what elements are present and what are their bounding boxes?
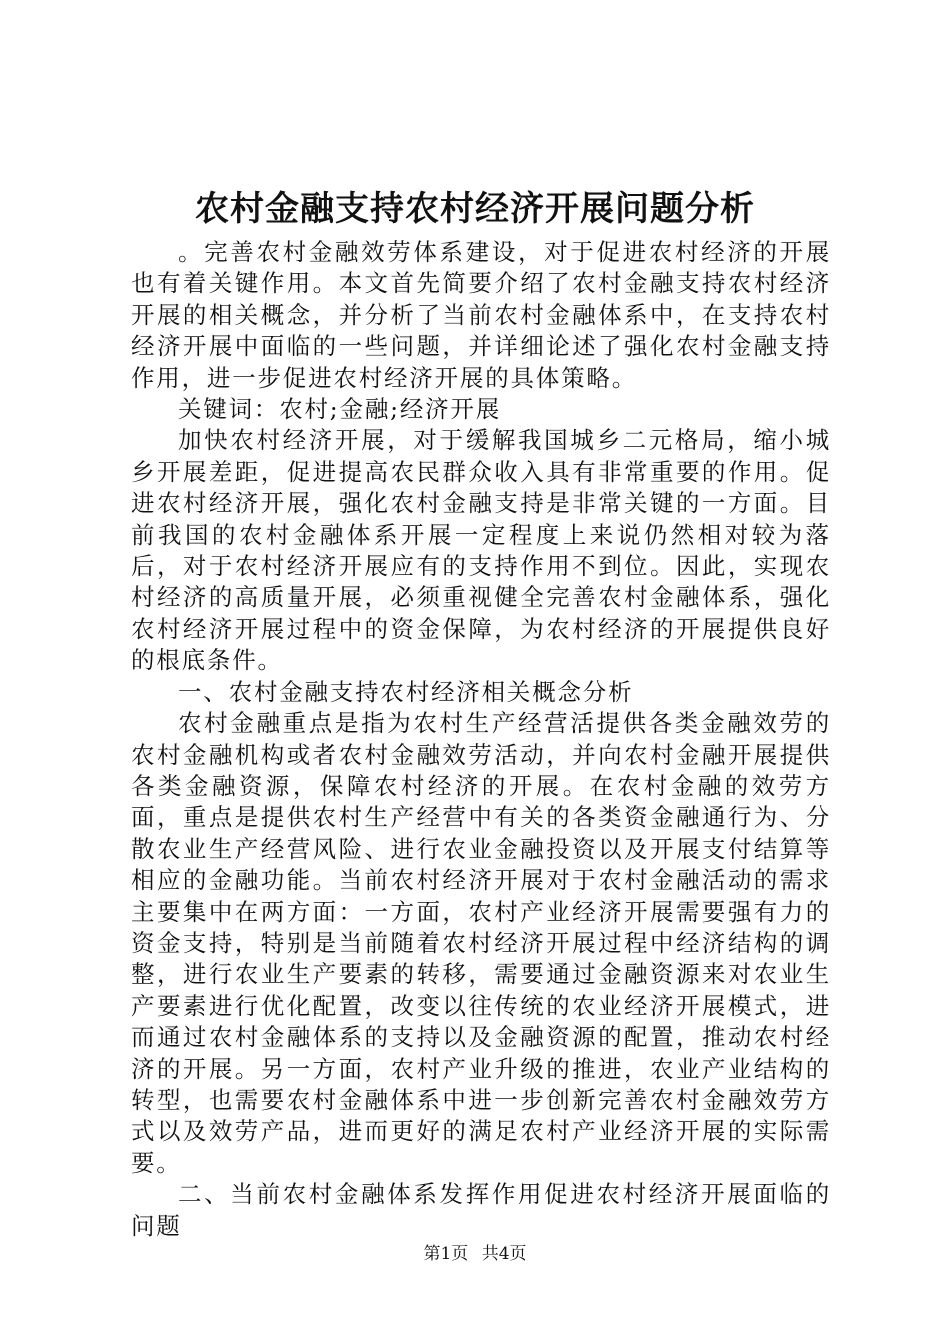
document-body xyxy=(131,237,831,1242)
abstract-paragraph: 。完善农村金融效劳体系建设，对于促进农村经济的开展也有着关键作用。本文首先简要介绍了农村金融支持农村经济开展的相关概念，并分析了当前农村金融体系中，在支持农村经济开展中面临的一些问题，并详细论述了强化农村金融支持作用，进一步促进农村经济开展的具体策略。 xyxy=(131,238,831,392)
intro-paragraph: 加快农村经济开展，对于缓解我国城乡二元格局，缩小城乡开展差距，促进提高农民群众收入具有非常重要的作用。促进农村经济开展，强化农村金融支持是非常关键的一方面。目前我国的农村金融体系开展一定程度上来说仍然相对较为落后，对于农村经济开展应有的支持作用不到位。因此，实现农村经济的高质量开展，必须重视健全完善农村金融体系，强化农村经济开展过程中的资金保障，为农村经济的开展提供良好的根底条件。 xyxy=(131,426,831,675)
document-title: 农村金融支持农村经济开展问题分析 xyxy=(195,189,755,229)
page-total: 共4页 xyxy=(481,1244,527,1264)
section-heading-2: 二、当前农村金融体系发挥作用促进农村经济开展面临的问题 xyxy=(131,1180,831,1240)
page-footer xyxy=(0,1243,950,1265)
page-number: 第1页 xyxy=(423,1244,469,1264)
keywords-line: 关键词：农村;金融;经济开展 xyxy=(178,395,502,424)
section-1-paragraph: 农村金融重点是指为农村生产经营活提供各类金融效劳的农村金融机构或者农村金融效劳活动，并向农村金融开展提供各类金融资源，保障农村经济的开展。在农村金融的效劳方面，重点是提供农村生产经营中有关的各类资金融通行为、分散农业生产经营风险、进行农业金融投资以及开展支付结算等相应的金融功能。当前农村经济开展对于农村金融活动的需求主要集中在两方面：一方面，农村产业经济开展需要强有力的资金支持，特别是当前随着农村经济开展过程中经济结构的调整，进行农业生产要素的转移，需要通过金融资源来对农业生产要素进行优化配置，改变以往传统的农业经济开展模式，进而通过农村金融体系的支持以及金融资源的配置，推动农村经济的开展。另一方面，农村产业升级的推进，农业产业结构的转型，也需要农村金融体系中进一步创新完善农村金融效劳方式以及效劳产品，进而更好的满足农村产业经济开展的实际需要。 xyxy=(131,709,831,1177)
section-heading-1: 一、农村金融支持农村经济相关概念分析 xyxy=(178,677,634,706)
